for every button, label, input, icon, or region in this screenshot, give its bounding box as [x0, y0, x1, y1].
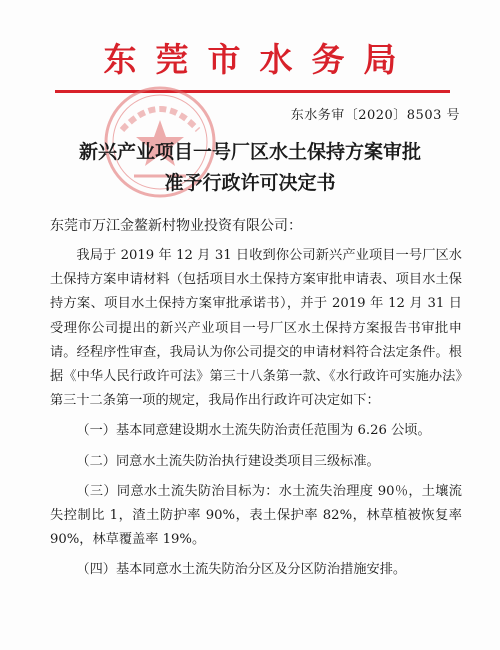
document-body [50, 244, 462, 583]
decision-item-1: （一）基本同意建设期水土流失防治责任范围为 6.26 公顷。 [76, 423, 431, 439]
agency-title: 东莞市水务局 [103, 40, 416, 79]
decision-item-3: （三）同意水土流失防治目标为：水土流失治理度 90％，土壤流失控制比 1，渣土防护率 90%，表土保护率 82%，林草植被恢复率 90%，林草覆盖率 19%。 [50, 483, 462, 548]
body-paragraph: 我局于 2019 年 12 月 31 日收到你公司新兴产业项目一号厂区水土保持方案申请材料（包括项目水土保持方案审批申请表、项目水土保持方案、项目水土保持方案审批承诺书），并于 2019 年 12 月 31 日受理你公司提出的新兴产业项目一号厂区水土保持方案报告书审批申请。经程序性审查，我局认为你公司提交的申请材料符合法定条件。根据《中华人民行政许可法》第三十八条第一款、《水行政许可实施办法》第三十二条第一项的规定，我局作出行政许可决定如下： [50, 248, 462, 409]
document-number: 东水务审〔2020〕8503 号 [290, 108, 460, 123]
document-title-line2: 准予行政许可决定书 [164, 172, 336, 194]
decision-item-4: （四）基本同意水土流失防治分区及分区防治措施安排。 [76, 562, 407, 578]
document-title-line1: 新兴产业项目一号厂区水土保持方案审批 [78, 141, 421, 163]
decision-item-2: （二）同意水土流失防治执行建设类项目三级标准。 [76, 453, 380, 469]
document-title [0, 137, 500, 199]
addressee: 东莞市万江金鳌新村物业投资有限公司： [50, 218, 302, 234]
